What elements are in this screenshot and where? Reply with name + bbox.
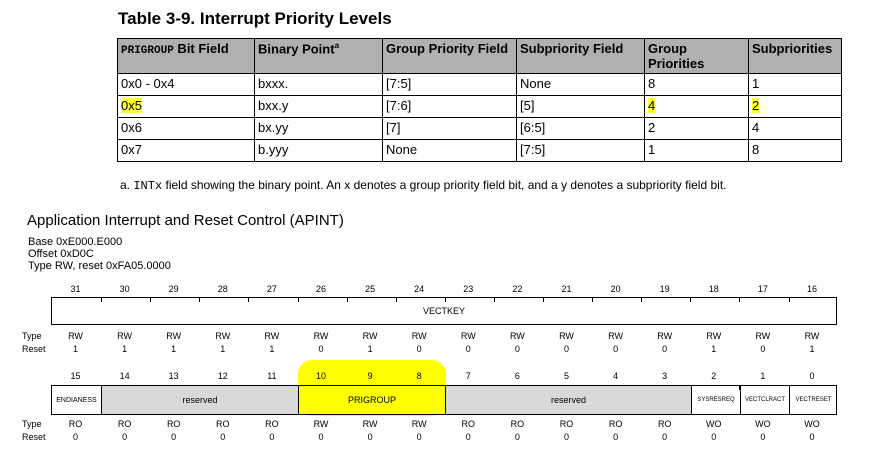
table-cell: bx.yy [255,118,383,140]
header-subpriorities: Subpriorities [749,39,842,74]
bit-number: 12 [217,371,228,381]
header-binary-point [255,39,383,74]
bit-reset: 1 [72,344,78,354]
bit-number: 11 [267,371,277,381]
bit-reset: 0 [514,432,520,442]
bit-type: RW [362,331,378,341]
bit-number: 20 [610,284,621,294]
bit-type: RW [68,331,83,341]
table-cell: 0x0 - 0x4 [118,74,255,96]
bit-type: RW [362,419,378,429]
bit-type: RW [804,331,820,341]
table-row [118,118,842,140]
bit-number: 0 [809,371,815,381]
table-cell: 2 [645,118,749,140]
bit-reset: 1 [171,344,177,354]
bit-reset: 0 [662,344,668,354]
bit-reset: 1 [809,344,815,354]
header-group-priority-field: Group Priority Field [383,39,517,74]
bit-number: 29 [168,284,179,294]
bit-type: WO [706,419,722,429]
bit-reset: 0 [563,432,569,442]
bit-type: RO [166,419,181,429]
bit-type: RW [411,419,427,429]
bit-type: RO [117,419,132,429]
bit-reset: 0 [318,344,324,354]
bit-number: 2 [711,371,717,381]
bit-number: 9 [367,371,373,381]
register-upper-fields [51,297,837,325]
bit-reset: 0 [318,432,324,442]
header-prigroup [118,39,255,74]
field-vectreset: VECTRESET [789,386,837,414]
table-cell: [7] [383,118,517,140]
table-cell: None [383,140,517,162]
bit-reset: 0 [760,432,766,442]
bit-number: 22 [512,284,523,294]
bit-number: 28 [217,284,228,294]
register-base: Base 0xE000.E000 [28,236,123,248]
table-cell: 8 [645,74,749,96]
bit-type: RW [657,331,673,341]
bit-type: RO [657,419,672,429]
bit-number: 17 [757,284,768,294]
highlighted-value: 4 [648,98,656,113]
bit-number: 1 [760,371,766,381]
bit-number: 13 [168,371,179,381]
bit-type: RW [755,331,771,341]
footnote-prefix: a. [120,178,134,192]
bit-type: RW [411,331,427,341]
bit-type: RW [117,331,133,341]
bit-number: 5 [563,371,569,381]
header-subpriority-field: Subpriority Field [517,39,645,74]
bit-reset: 0 [416,344,422,354]
bit-type: RW [264,331,280,341]
field-vectkey: VECTKEY [422,306,465,316]
table-cell: [6:5] [517,118,645,140]
bit-number: 3 [662,371,668,381]
table-cell: [7:5] [517,140,645,162]
bit-reset: 0 [72,432,78,442]
bit-number: 31 [70,284,81,294]
bit-number: 7 [465,371,471,381]
table-cell: 1 [749,74,842,96]
table-cell: [7:5] [383,74,517,96]
table-row-highlighted [118,96,842,118]
bit-type: RO [461,419,476,429]
bit-type: WO [755,419,771,429]
header-group-priorities: Group Priorities [645,39,749,74]
bit-reset: 0 [269,432,275,442]
table-cell: 4 [749,118,842,140]
bit-reset: 0 [465,432,471,442]
bit-number: 4 [613,371,619,381]
register-offset: Offset 0xD0C [28,248,94,260]
bit-number: 24 [414,284,425,294]
bit-type: RW [509,331,525,341]
reset-label-upper: Reset [22,344,46,354]
header-prigroup-suffix: Bit Field [173,41,229,56]
bit-type: RO [559,419,574,429]
table-row [118,140,842,162]
table-cell [749,96,842,118]
bit-type: RW [313,419,329,429]
bit-reset: 0 [465,344,471,354]
bit-type: RW [608,331,624,341]
bit-number: 27 [266,284,277,294]
bit-reset: 0 [220,432,226,442]
highlighted-value: 2 [752,98,760,113]
bit-reset: 0 [809,432,815,442]
table-header-row [118,39,842,74]
bit-type: RO [608,419,623,429]
table-cell: 8 [749,140,842,162]
bit-type: RW [559,331,574,341]
bit-type: RO [216,419,230,429]
bit-reset: 0 [563,344,569,354]
bit-reset: 0 [367,432,373,442]
bit-type: WO [804,419,820,429]
field-endianess: ENDIANESS [56,396,97,404]
bit-type: RO [68,419,83,429]
footnote-code: INTx [133,179,163,193]
table-cell: bxxx. [255,74,383,96]
bit-reset: 0 [514,344,520,354]
bit-number: 30 [119,284,130,294]
bit-type: RW [166,331,182,341]
bit-type: RO [265,419,279,429]
footnote-marker: a [334,41,340,50]
field-vectclractv: VECTCLRACT [740,386,789,414]
register-title: Application Interrupt and Reset Control (APINT) [27,212,344,229]
table-cell: 0x7 [118,140,255,162]
bit-number: 14 [119,371,130,381]
bit-type: RW [215,331,231,341]
bit-number: 6 [514,371,520,381]
bit-reset: 0 [613,344,619,354]
field-reserved: reserved [445,386,691,414]
bit-number: 8 [416,371,422,381]
bit-type: RO [510,419,525,429]
header-binary-point-label: Binary Point [258,41,335,57]
table-title: Table 3-9. Interrupt Priority Levels [118,9,392,28]
bit-type: RW [460,331,476,341]
field-sysresreq: SYSRESREQ [691,386,740,414]
bit-reset: 0 [760,344,766,354]
bit-number: 23 [463,284,474,294]
bit-reset: 1 [220,344,226,354]
table-cell: [7:6] [383,96,517,118]
bit-reset: 0 [662,432,668,442]
bit-reset: 1 [269,344,275,354]
bit-type: RW [313,331,329,341]
bit-reset: 0 [613,432,619,442]
bit-number: 10 [315,371,326,381]
table-cell: bxx.y [255,96,383,118]
header-prigroup-code: PRIGROUP [121,45,174,57]
type-label-upper: Type [22,331,42,341]
field-prigroup: PRIGROUP [298,386,445,414]
bit-reset: 0 [416,432,422,442]
table-cell: 1 [645,140,749,162]
bit-reset: 0 [171,432,177,442]
table-cell: b.yyy [255,140,383,162]
priority-table [117,38,842,162]
bit-number: 18 [708,284,719,294]
bit-number: 15 [70,371,81,381]
bit-reset: 0 [711,432,717,442]
type-label-lower: Type [22,419,42,429]
bit-reset: 1 [367,344,373,354]
table-footnote [120,178,727,193]
table-cell: 0x6 [118,118,255,140]
bit-number: 19 [659,284,670,294]
footnote-text: field showing the binary point. An x denotes a group priority field bit, and a y denotes a subpriority field bit. [162,178,727,192]
bit-reset: 1 [711,344,717,354]
bit-number: 25 [365,284,376,294]
bit-type: RW [706,331,722,341]
table-cell [645,96,749,118]
register-lower-fields [51,385,837,415]
bit-number: 26 [315,284,326,294]
register-type-reset: Type RW, reset 0xFA05.0000 [28,260,171,272]
field-reserved: reserved [101,386,298,414]
highlighted-value: 0x5 [121,98,142,113]
bit-number: 16 [806,284,817,294]
bit-number: 21 [561,284,572,294]
reset-label-lower: Reset [22,432,46,442]
bit-reset: 0 [122,432,128,442]
bit-reset: 1 [122,344,128,354]
table-cell: None [517,74,645,96]
table-row [118,74,842,96]
table-cell: [5] [517,96,645,118]
table-cell [118,96,255,118]
